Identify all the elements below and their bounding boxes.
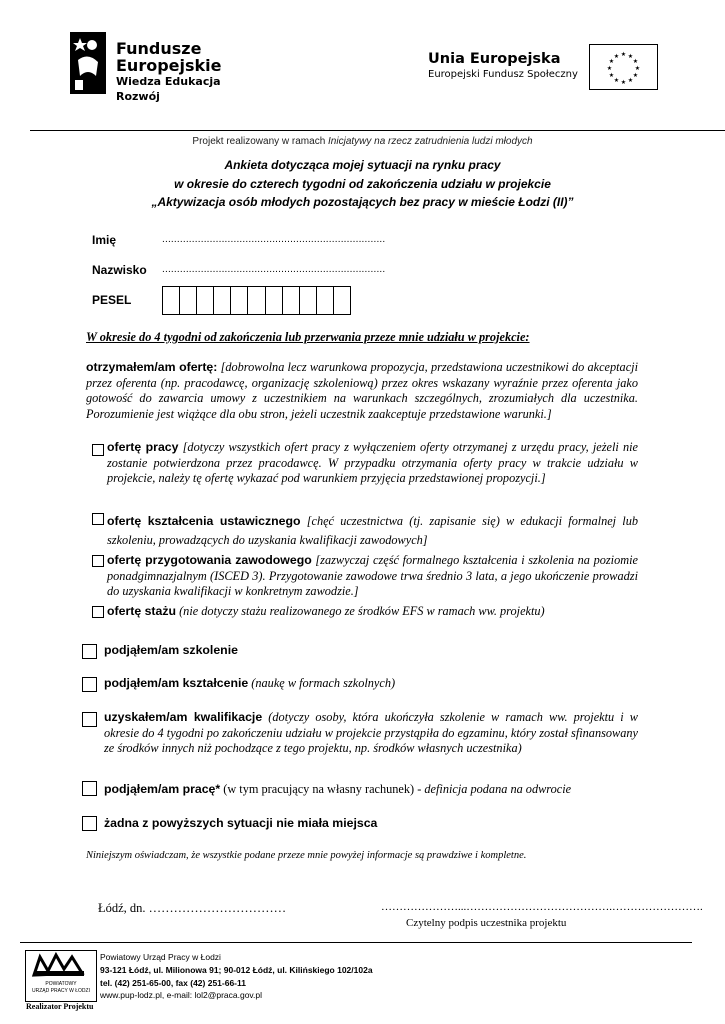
nazwisko-field[interactable]: ........................................................................... [162, 264, 386, 275]
eu-stars-icon [590, 45, 657, 89]
pesel-digit-cell[interactable] [266, 287, 283, 314]
qualifications-option [104, 710, 638, 757]
footer-phone: tel. (42) 251-65-00, fax (42) 251-66-11 [100, 978, 247, 988]
offer-job-label: ofertę pracy [107, 440, 179, 454]
pup-logo-line1: POWIATOWY [45, 981, 77, 987]
imie-label: Imię [92, 233, 117, 247]
pesel-digit-cell[interactable] [248, 287, 265, 314]
pesel-digit-cell[interactable] [231, 287, 248, 314]
pesel-digit-cell[interactable] [300, 287, 317, 314]
title-line2: w okresie do czterech tygodni od zakończenia udziału w projekcie [174, 177, 551, 191]
svg-text:★: ★ [613, 53, 620, 60]
svg-text:★: ★ [620, 51, 627, 58]
employment-plain: (w tym pracujący na własny rachunek) - [220, 782, 425, 796]
employment-checkbox[interactable] [82, 781, 97, 796]
svg-text:★: ★ [627, 53, 634, 60]
eu-logo-line2: Europejski Fundusz Społeczny [428, 69, 578, 80]
project-line-italic: Inicjatywy na rzecz zatrudnienia ludzi młodych [328, 136, 533, 147]
nazwisko-label: Nazwisko [92, 263, 147, 277]
offer-job-checkbox[interactable] [92, 444, 104, 456]
fe-logo-line2: Europejskie [116, 56, 222, 75]
schooling-desc: (naukę w formach szkolnych) [248, 676, 396, 690]
realizator-label: Realizator Projektu [26, 1002, 94, 1011]
footer-web: www.pup-lodz.pl, e-mail: lol2@praca.gov.pl [100, 990, 263, 1000]
footer-org: Powiatowy Urząd Pracy w Łodzi [100, 952, 221, 962]
project-line-prefix: Projekt realizowany w ramach [192, 136, 329, 147]
none-checkbox[interactable] [82, 816, 97, 831]
svg-text:★: ★ [632, 58, 639, 65]
signature-field[interactable]: …………………...………………………………….……………………. [381, 901, 703, 913]
signature-label: Czytelny podpis uczestnika projektu [406, 917, 567, 929]
svg-text:★: ★ [627, 77, 634, 84]
svg-text:★: ★ [608, 72, 615, 79]
declaration-text: Niniejszym oświadczam, że wszystkie podane przeze mnie powyżej informacje są prawdziwe i kompletne. [86, 850, 527, 861]
pesel-digit-cell[interactable] [163, 287, 180, 314]
place-date-field[interactable]: Łódź, dn. …………………………… [98, 901, 287, 915]
svg-text:★: ★ [632, 72, 639, 79]
svg-text:★: ★ [620, 79, 627, 86]
offer-job-desc: [dotyczy wszystkich ofert pracy z wyłączeniem oferty otrzymanej z urzędu pracy, jeżeli nie zostanie potwierdzona przez pracodawcę. W przypadku otrzymania oferty pracy w trakcie udziału w projekcie, należy tę ofertę wykazać pod warunkiem przyjęcia przedstawionej propozycji.] [107, 440, 638, 485]
eu-logo-text [428, 51, 578, 82]
svg-text:★: ★ [608, 58, 615, 65]
schooling-checkbox[interactable] [82, 677, 97, 692]
training-label: podjąłem/am szkolenie [104, 643, 238, 657]
pesel-field[interactable] [162, 286, 351, 315]
pup-logo-line2: URZĄD PRACY W ŁODZI [32, 988, 90, 994]
offer-education-label: ofertę kształcenia ustawicznego [107, 514, 301, 528]
offer-lead-text: [dobrowolna lecz warunkowa propozycja, przedstawiona uczestnikowi do akceptacji przez oferenta (np. pracodawcę, organizację szkoleniową) przez okres wskazany wyraźnie przez oferenta jako gotowość do zawarcia umowy z uczestnikiem na warunkach szczególnych, zrozumiałych dla uczestnika. Porozumienie jest wiążące dla obu stron, jeżeli uczestnik zaakceptuje przedstawione warunki.] [86, 360, 638, 421]
svg-text:★: ★ [634, 65, 641, 72]
pesel-digit-cell[interactable] [214, 287, 231, 314]
qualifications-desc: (dotyczy osoby, która ukończyła szkolenie w ramach ww. projektu i w okresie do 4 tygodni po zakończeniu udziału w projekcie przystąpiła do egzaminu, który został sfinansowany ze środków innych niż pochodzące z tego projektu, np. środków własnych uczestnika) [104, 710, 638, 755]
none-option [104, 816, 638, 832]
fe-logo-line3: Wiedza Edukacja Rozwój [116, 75, 221, 103]
header-divider [30, 130, 725, 131]
eu-flag-icon [589, 44, 658, 90]
none-label: żadna z powyższych sytuacji nie miała miejsca [104, 816, 378, 830]
offer-vocational-desc: [zazwyczaj część formalnego kształcenia i szkolenia na poziomie ponadgimnazjalnym (ISCED 3). Przygotowanie zawodowe trwa średnio 3 lata, a jego ukończenie prowadzi do uzyskania kwalifikacji w konkretnym zawodzie.] [107, 553, 638, 598]
training-option [104, 643, 638, 659]
qualifications-checkbox[interactable] [82, 712, 97, 727]
footer-divider [20, 942, 692, 943]
fundusze-europejskie-logo [70, 32, 250, 103]
pesel-digit-cell[interactable] [283, 287, 300, 314]
offer-education-desc: [chęć uczestnictwa (tj. zapisanie się) w edukacji formalnej lub szkoleniu, prowadzących do uzyskania kwalifikacji zawodowych] [107, 514, 639, 547]
footer-address: 93-121 Łódź, ul. Milionowa 91; 90-012 Łódź, ul. Kilińskiego 102/102a [100, 965, 373, 975]
offer-education-checkbox[interactable] [92, 513, 104, 525]
offer-vocational-option [107, 553, 638, 600]
svg-text:★: ★ [606, 65, 613, 72]
project-line [0, 136, 725, 147]
offer-vocational-checkbox[interactable] [92, 555, 104, 567]
fe-logo-icon [70, 32, 106, 94]
title-line1: Ankieta dotycząca mojej sytuacji na rynku pracy [224, 158, 501, 172]
offer-job-option [107, 440, 638, 487]
offer-internship-label: ofertę stażu [107, 604, 177, 618]
svg-text:★: ★ [613, 77, 620, 84]
pesel-digit-cell[interactable] [317, 287, 334, 314]
offer-lead [86, 360, 638, 422]
pesel-digit-cell[interactable] [334, 287, 350, 314]
pesel-digit-cell[interactable] [180, 287, 197, 314]
pesel-label: PESEL [92, 293, 132, 307]
training-checkbox[interactable] [82, 644, 97, 659]
employment-option [104, 782, 638, 798]
offer-internship-desc: (nie dotyczy stażu realizowanego ze środków EFS w ramach ww. projektu) [176, 604, 545, 618]
qualifications-label: uzyskałem/am kwalifikacje [104, 710, 263, 724]
pesel-digit-cell[interactable] [197, 287, 214, 314]
eu-logo-line1: Unia Europejska [428, 51, 561, 67]
offer-lead-bold: otrzymałem/am ofertę: [86, 360, 218, 374]
employment-label: podjąłem/am pracę* [104, 782, 221, 796]
schooling-option [104, 676, 638, 692]
title-line3: „Aktywizacja osób młodych pozostających bez pracy w mieście Łodzi (II)” [151, 195, 574, 209]
pup-logo-icon [26, 951, 96, 981]
schooling-label: podjąłem/am kształcenie [104, 676, 249, 690]
section-heading: W okresie do 4 tygodni od zakończenia lub przerwania przeze mnie udziału w projekcie: [86, 330, 530, 344]
offer-education-option [107, 512, 638, 550]
fe-logo-line1: Fundusze [116, 39, 202, 58]
offer-vocational-label: ofertę przygotowania zawodowego [107, 553, 312, 567]
offer-internship-option [107, 604, 638, 620]
employment-desc: definicja podana na odwrocie [424, 782, 572, 796]
offer-internship-checkbox[interactable] [92, 606, 104, 618]
pup-logo [25, 950, 97, 1002]
imie-field[interactable]: ........................................................................... [162, 234, 386, 245]
